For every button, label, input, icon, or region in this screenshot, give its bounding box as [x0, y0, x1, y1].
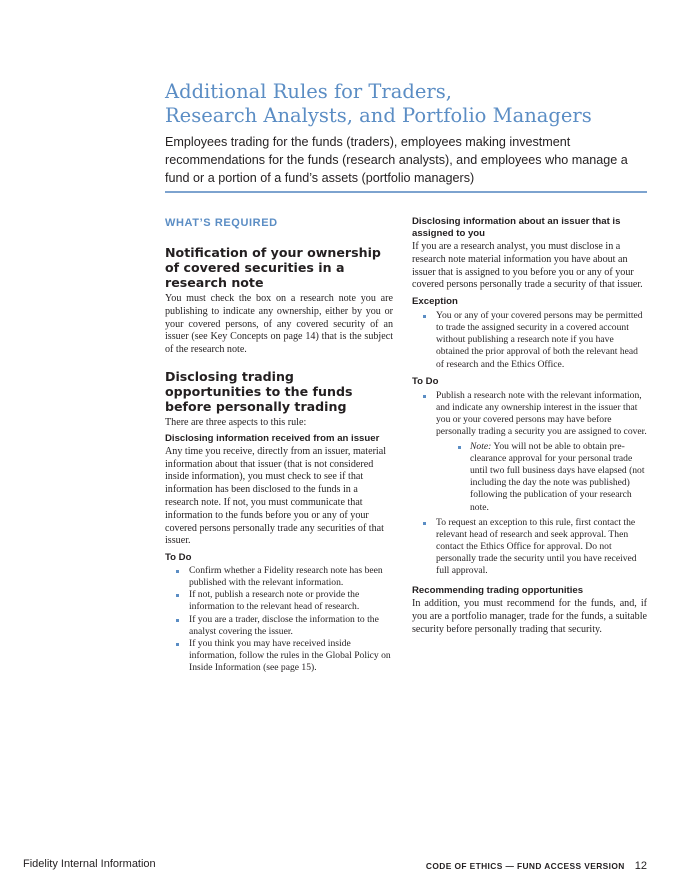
- todo-list: [165, 565, 393, 674]
- footer-right: [426, 856, 647, 874]
- list-item: You or any of your covered persons may be permitted to trade the assigned security in a covered account without publishing a research note if you have obtained the prior approval of both the relevant head of research and the Ethics Office.: [412, 310, 647, 370]
- ownership-body: You must check the box on a research note you are publishing to indicate any ownership, either by you or your covered persons, of any covered security of an issuer (see Key Concepts on page 14) that is the subject of the research note.: [165, 293, 393, 356]
- list-item: Confirm whether a Fidelity research note has been published with the relevant information.: [165, 565, 393, 589]
- list-item: Publish a research note with the relevant information, and indicate any ownership interest in the issuer that you or your covered persons may have before personally trading a security you are assigned to cover.: [412, 390, 647, 438]
- todo-list-continued: [412, 517, 647, 577]
- page-title-line-1: Additional Rules for Traders,: [165, 80, 452, 103]
- page-title-line-2: Research Analysts, and Portfolio Managers: [165, 104, 592, 127]
- assigned-issuer-body: If you are a research analyst, you must disclose in a research note material information you have about an issuer that is assigned to you before you or any of your covered persons personally trade a security of that issuer.: [412, 241, 643, 291]
- disclosing-heading: Disclosing trading opportunities to the funds before personally trading: [165, 368, 353, 414]
- right-column: [412, 216, 647, 636]
- note-item: [412, 441, 647, 514]
- footer-document-title: CODE OF ETHICS — FUND ACCESS VERSION: [425, 861, 625, 871]
- page-number: 12: [634, 860, 647, 872]
- todo-list: [412, 390, 647, 438]
- recommending-heading: Recommending trading opportunities: [412, 585, 584, 597]
- section-kicker: WHAT’S REQUIRED: [165, 217, 278, 229]
- footer-classification: Fidelity Internal Information: [23, 858, 156, 870]
- list-item: If you are a trader, disclose the information to the analyst covering the issuer.: [165, 614, 393, 638]
- issuer-info-heading: Disclosing information received from an issuer: [165, 432, 380, 444]
- header-divider: [165, 191, 647, 193]
- todo-label: To Do: [412, 375, 439, 387]
- note-label: Note:: [470, 441, 492, 453]
- list-item: If you think you may have received inside information, follow the rules in the Global Policy on Inside Information (see page 15).: [165, 638, 393, 674]
- todo-label: To Do: [165, 552, 192, 564]
- assigned-issuer-heading: Disclosing information about an issuer that is assigned to you: [412, 216, 621, 239]
- issuer-info-body: Any time you receive, directly from an issuer, material information about that issuer (that is not considered inside information), you must check to see if that information has been disclosed to the funds in a research note. If not, you must communicate that information to the funds before you or any of your covered persons personally trade any securities of that issuer.: [165, 445, 387, 547]
- title-block: [165, 80, 655, 187]
- list-item: If not, publish a research note or provide the information to the relevant head of research.: [165, 589, 393, 613]
- list-item: To request an exception to this rule, first contact the relevant head of research and seek approval. Then contact the Ethics Office for approval. Do not personally trade the security until you have received full approval.: [412, 517, 647, 577]
- note-list: [412, 441, 647, 514]
- ownership-heading: Notification of your ownership of covered securities in a research note: [165, 245, 381, 290]
- recommending-body: In addition, you must recommend for the funds, and, if you are a portfolio manager, trade for the funds, a suitable security before personally trading that security.: [412, 598, 647, 635]
- page-intro: Employees trading for the funds (traders), employees making investment recommendations for the funds (research analysts), and employees who manage a fund or a portion of a fund’s assets (portfolio managers): [165, 135, 628, 185]
- exception-label: Exception: [412, 296, 458, 308]
- disclosing-lead: There are three aspects to this rule:: [165, 416, 307, 428]
- note-text: You will not be able to obtain pre-clearance approval for your personal trade until two full business days have elapsed (not including the day the note was published) following the publication of your research note.: [470, 441, 645, 513]
- left-column: [165, 216, 393, 674]
- exception-list: [412, 310, 647, 370]
